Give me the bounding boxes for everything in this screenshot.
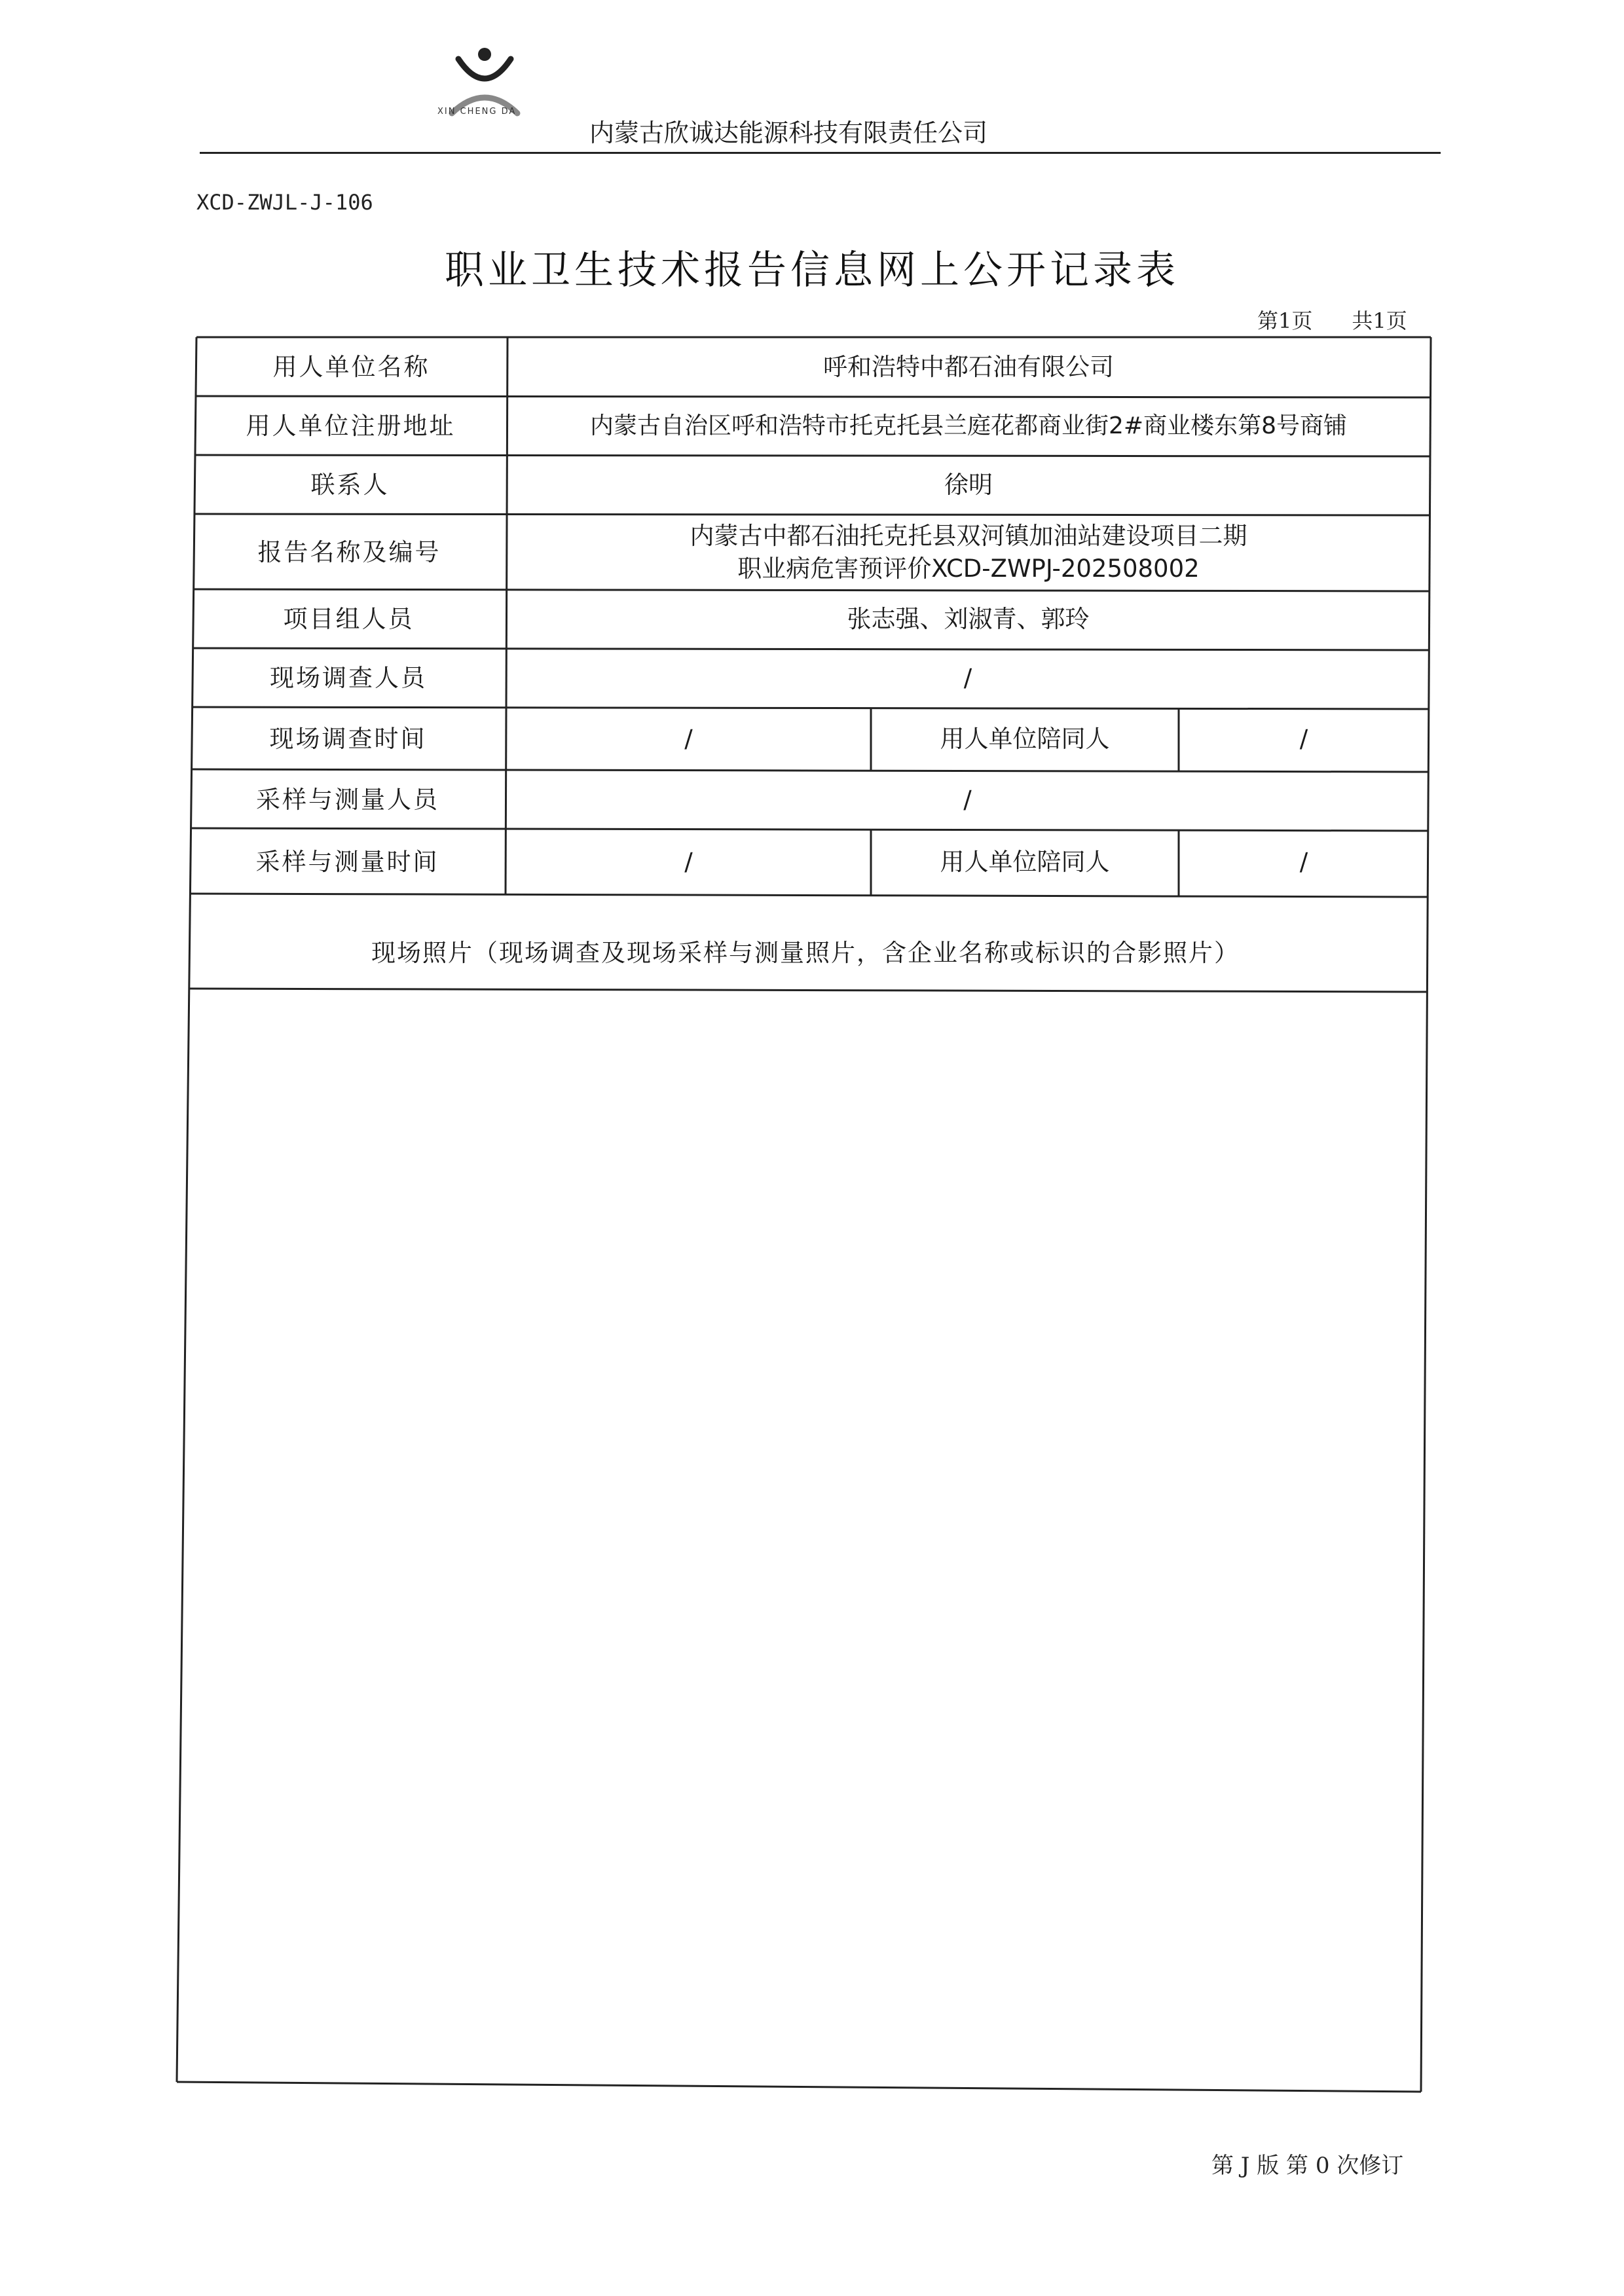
survey-time-label: 现场调查时间	[269, 725, 427, 754]
sampling-time-label: 采样与测量时间	[255, 848, 439, 877]
sampling-staff-label: 采样与测量人员	[256, 786, 439, 814]
contact-value: 徐明	[944, 471, 993, 500]
employer-name-value: 呼和浩特中都石油有限公司	[823, 353, 1114, 382]
photos-area	[187, 995, 1424, 2075]
report-value	[507, 515, 1430, 589]
sampling-time-value: /	[684, 848, 693, 877]
page-total: 共1页	[1352, 308, 1407, 333]
report-name-line: 内蒙古中都石油托克托县双河镇加油站建设项目二期	[690, 521, 1247, 550]
logo-wordmark: XIN CHENG DA	[437, 107, 517, 117]
project-team-value: 张志强、刘淑青、郭玲	[847, 605, 1090, 634]
revision-note: 第 J 版 第 0 次修订	[1211, 2153, 1404, 2179]
survey-staff-value: /	[963, 664, 972, 693]
report-code-line: 职业病危害预评价XCD-ZWPJ-202508002	[737, 554, 1200, 583]
employer-address-label: 用人单位注册地址	[246, 412, 456, 441]
employer-name-label: 用人单位名称	[272, 353, 430, 382]
contact-label: 联系人	[310, 471, 390, 500]
sampling-staff-value: /	[963, 786, 972, 814]
document-code: XCD-ZWJL-J-106	[196, 190, 373, 215]
survey-companion-label: 用人单位陪同人	[940, 725, 1110, 754]
page-title: 职业卫生技术报告信息网上公开记录表	[445, 247, 1179, 293]
survey-companion-value: /	[1299, 725, 1308, 754]
survey-staff-label: 现场调查人员	[270, 664, 427, 693]
company-name: 内蒙古欣诚达能源科技有限责任公司	[589, 118, 988, 147]
page-number: 第1页	[1257, 308, 1313, 333]
photos-caption: 现场照片（现场调查及现场采样与测量照片，含企业名称或标识的合影照片）	[371, 939, 1240, 967]
survey-time-value: /	[684, 725, 693, 754]
report-label: 报告名称及编号	[257, 538, 441, 566]
sampling-companion-label: 用人单位陪同人	[940, 848, 1110, 877]
employer-address-value: 内蒙古自治区呼和浩特市托克托县兰庭花都商业街2#商业楼东第8号商铺	[590, 412, 1347, 439]
sampling-companion-value: /	[1299, 848, 1308, 877]
project-team-label: 项目组人员	[283, 605, 415, 634]
